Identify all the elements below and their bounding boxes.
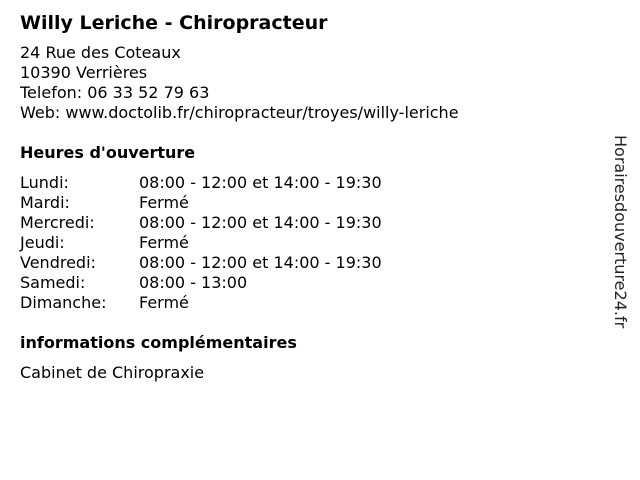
website-link[interactable]: Web: www.doctolib.fr/chiropracteur/troyes/willy-leriche (20, 103, 459, 122)
time-value: 08:00 - 12:00 et 14:00 - 19:30 (139, 213, 382, 232)
business-title: Willy Leriche - Chiropracteur (20, 12, 328, 34)
day-label: Dimanche: (20, 293, 107, 312)
phone-number: Telefon: 06 33 52 79 63 (20, 83, 210, 102)
day-label: Mercredi: (20, 213, 95, 232)
hours-row (20, 193, 600, 213)
site-watermark: Horairesdouverture24.fr (611, 135, 630, 329)
extra-info-text: Cabinet de Chiropraxie (20, 363, 205, 382)
day-label: Samedi: (20, 273, 86, 292)
hours-row (20, 173, 600, 193)
hours-row (20, 233, 600, 253)
hours-heading: Heures d'ouverture (20, 143, 196, 162)
time-value: Fermé (139, 233, 189, 252)
day-label: Jeudi: (20, 233, 65, 252)
day-label: Mardi: (20, 193, 70, 212)
extra-info-heading: informations complémentaires (20, 333, 297, 352)
business-card (20, 10, 600, 383)
street-address: 24 Rue des Coteaux (20, 43, 181, 62)
time-value: 08:00 - 12:00 et 14:00 - 19:30 (139, 173, 382, 192)
hours-row (20, 253, 600, 273)
hours-table (20, 173, 600, 313)
hours-row (20, 273, 600, 293)
time-value: 08:00 - 13:00 (139, 273, 248, 292)
time-value: Fermé (139, 193, 189, 212)
day-label: Lundi: (20, 173, 69, 192)
hours-row (20, 213, 600, 233)
city-address: 10390 Verrières (20, 63, 148, 82)
hours-row (20, 293, 600, 313)
time-value: Fermé (139, 293, 189, 312)
time-value: 08:00 - 12:00 et 14:00 - 19:30 (139, 253, 382, 272)
contact-block (20, 43, 600, 123)
day-label: Vendredi: (20, 253, 96, 272)
